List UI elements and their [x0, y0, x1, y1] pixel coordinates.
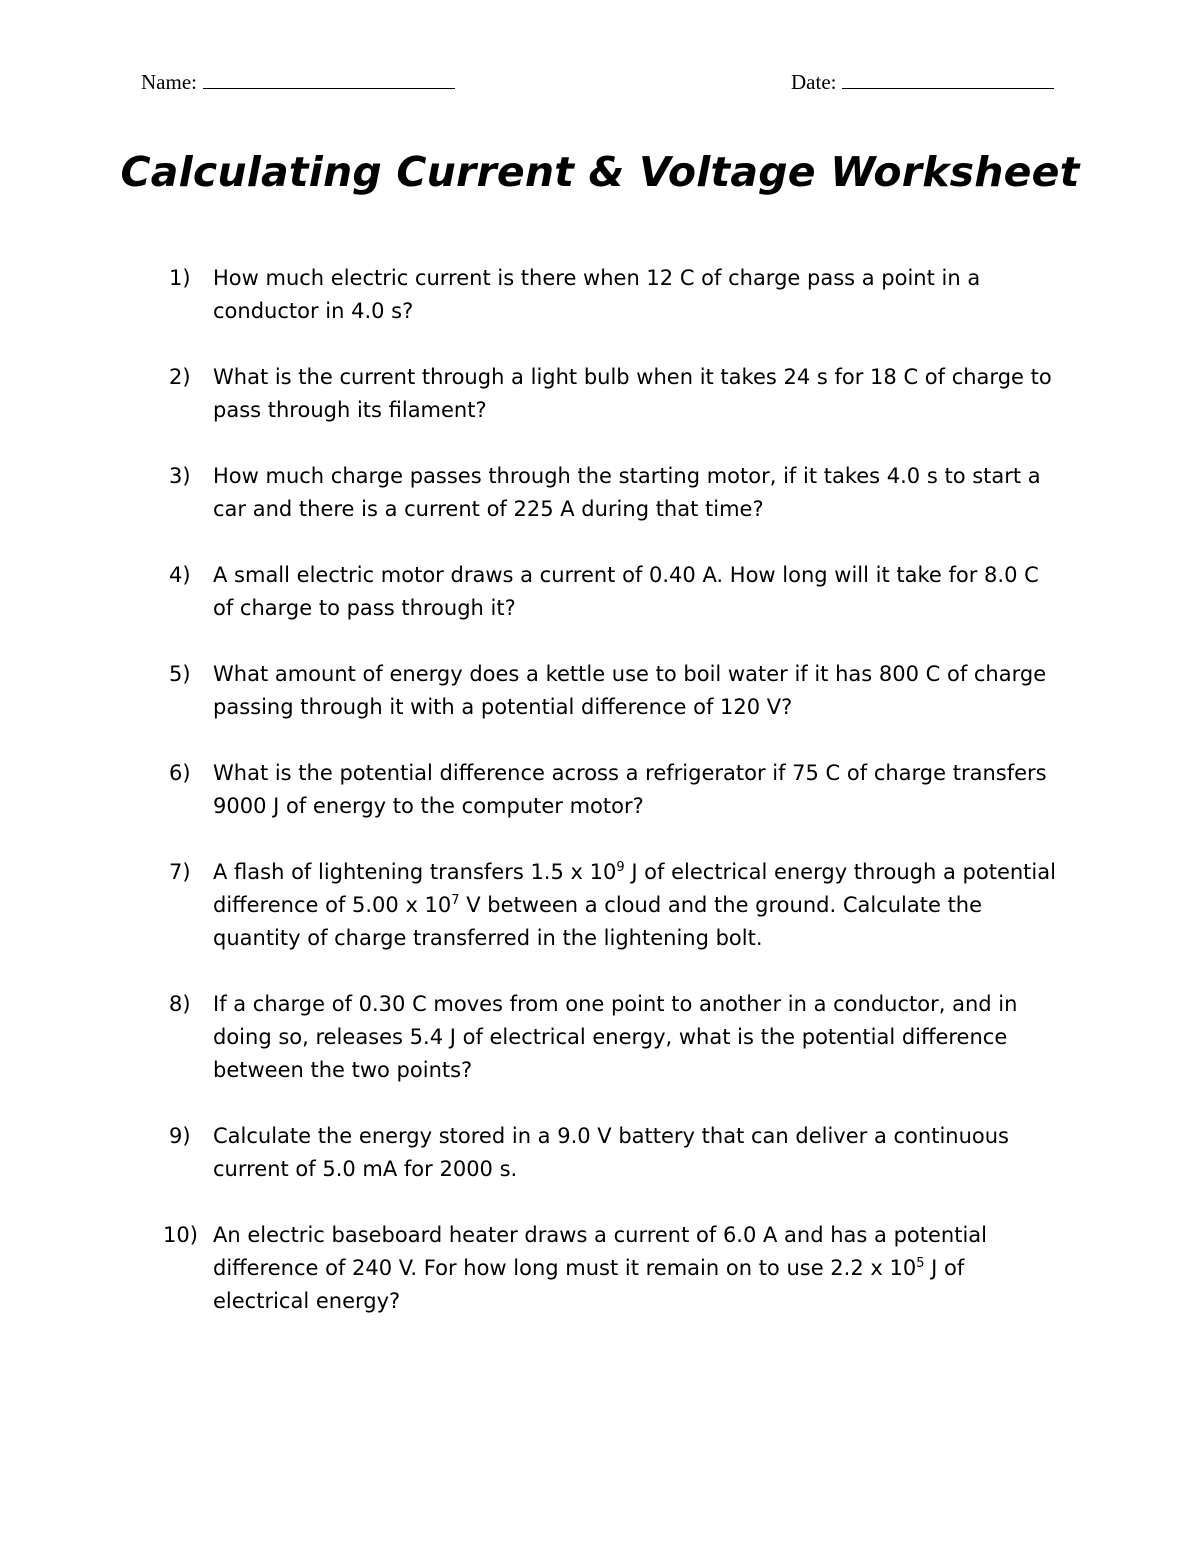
question-4 [169, 559, 1059, 625]
question-number: 1) [169, 266, 191, 290]
question-number: 3) [169, 464, 191, 488]
question-text: How much charge passes through the starting motor, if it takes 4.0 s to start a car and there is a current of 225 A during that time? [213, 464, 1041, 521]
exponent: 5 [916, 1256, 925, 1271]
question-number: 4) [169, 563, 191, 587]
question-text-part: J of electrical energy? [213, 1256, 965, 1313]
question-text: What is the current through a light bulb when it takes 24 s for 18 C of charge to pass through its filament? [213, 365, 1052, 422]
question-list [163, 262, 1059, 1351]
question-number: 6) [169, 761, 191, 785]
question-number: 5) [169, 662, 191, 686]
question-number: 9) [169, 1124, 191, 1148]
question-2 [169, 361, 1059, 427]
question-number: 8) [169, 992, 191, 1016]
question-5 [169, 658, 1059, 724]
question-text: What is the potential difference across a refrigerator if 75 C of charge transfers 9000 J of energy to the computer motor? [213, 761, 1047, 818]
question-1 [169, 262, 1059, 328]
name-label: Name: [141, 70, 197, 94]
question-number: 2) [169, 365, 191, 389]
question-10 [163, 1219, 1059, 1318]
exponent: 7 [451, 893, 460, 908]
exponent: 9 [616, 860, 625, 875]
question-text-part: V between a cloud and the ground. Calculate the quantity of charge transferred in the lightening bolt. [213, 893, 983, 950]
question-number: 7) [169, 860, 191, 884]
date-field [791, 70, 1054, 95]
question-number: 10) [163, 1223, 198, 1247]
date-blank-line[interactable] [842, 70, 1054, 89]
question-text-part: An electric baseboard heater draws a current of 6.0 A and has a potential difference of 240 V. For how long must it remain on to use 2.2 x 10 [213, 1223, 987, 1280]
question-text [213, 1223, 987, 1313]
name-field [141, 70, 455, 95]
question-text-part: A flash of lightening transfers 1.5 x 10 [213, 860, 617, 884]
question-text-part: J of electrical energy through a potential difference of 5.00 x 10 [213, 860, 1056, 917]
date-label: Date: [791, 70, 837, 94]
question-text: If a charge of 0.30 C moves from one point to another in a conductor, and in doing so, releases 5.4 J of electrical energy, what is the potential difference between the two points? [213, 992, 1018, 1082]
question-text [213, 860, 1056, 950]
question-3 [169, 460, 1059, 526]
page-title: Calculating Current & Voltage Worksheet [120, 148, 1080, 196]
header [141, 70, 1061, 100]
question-8 [169, 988, 1059, 1087]
question-9 [169, 1120, 1059, 1186]
question-text: How much electric current is there when 12 C of charge pass a point in a conductor in 4.0 s? [213, 266, 981, 323]
question-7 [169, 856, 1059, 955]
name-blank-line[interactable] [203, 70, 455, 89]
question-text: A small electric motor draws a current of 0.40 A. How long will it take for 8.0 C of charge to pass through it? [213, 563, 1039, 620]
question-6 [169, 757, 1059, 823]
question-text: Calculate the energy stored in a 9.0 V battery that can deliver a continuous current of 5.0 mA for 2000 s. [213, 1124, 1009, 1181]
question-text: What amount of energy does a kettle use to boil water if it has 800 C of charge passing through it with a potential difference of 120 V? [213, 662, 1047, 719]
